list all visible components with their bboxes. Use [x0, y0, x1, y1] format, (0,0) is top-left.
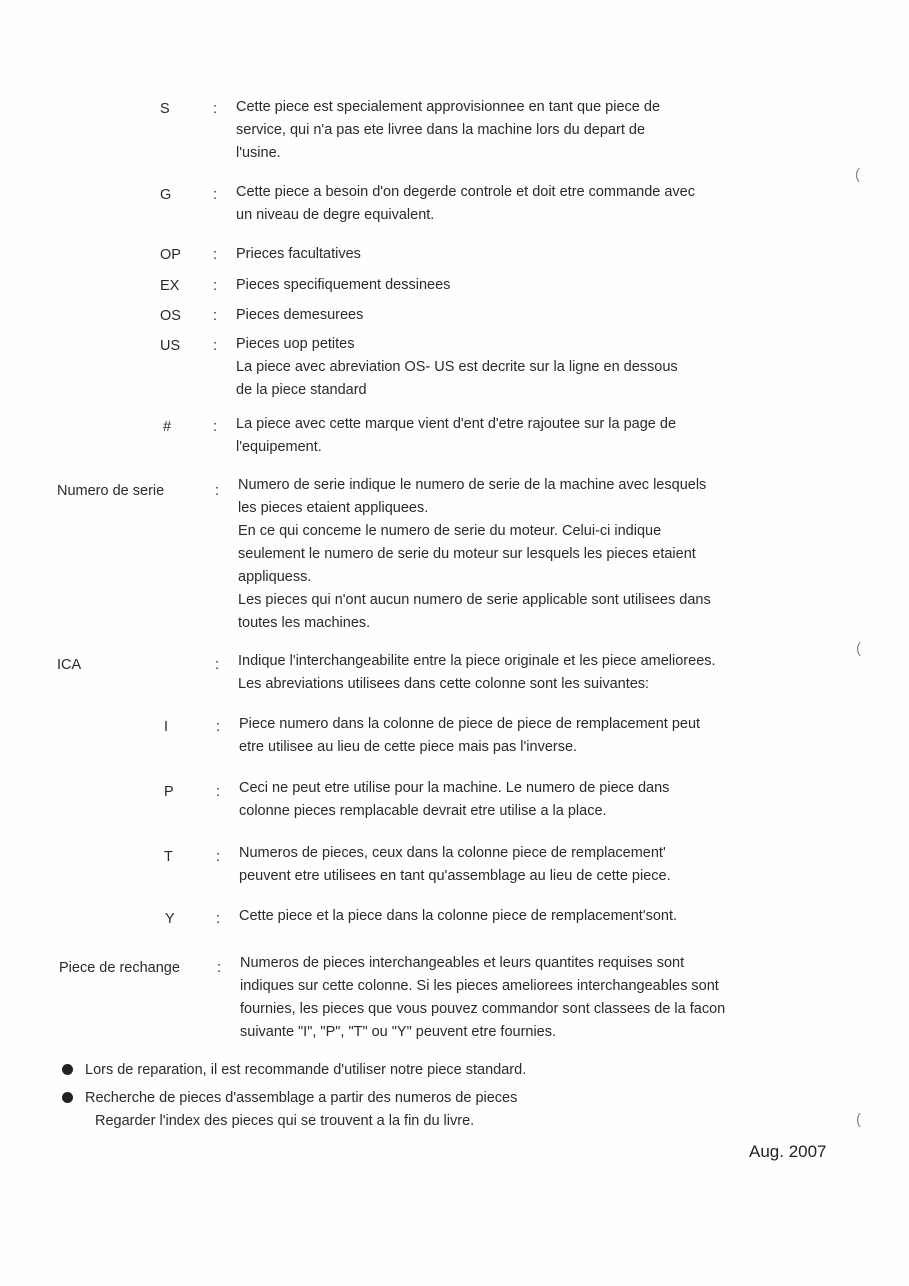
- description-line: l'equipement.: [236, 439, 322, 455]
- description-line: Indique l'interchangeabilite entre la piece originale et les piece ameliorees.: [238, 653, 716, 669]
- entry-description: [236, 243, 361, 266]
- entry-description: [239, 713, 700, 759]
- entry-colon: :: [213, 101, 218, 117]
- entry-term: ICA: [57, 657, 82, 673]
- description-line: Cette piece et la piece dans la colonne piece de remplacement'sont.: [239, 908, 678, 924]
- description-line: Les pieces qui n'ont aucun numero de serie applicable sont utilisees dans: [238, 592, 711, 608]
- description-line: Prieces facultatives: [236, 246, 361, 262]
- entry-colon: :: [213, 187, 218, 203]
- description-line: service, qui n'a pas ete livree dans la machine lors du depart de: [236, 122, 646, 138]
- description-line: Numeros de pieces interchangeables et leurs quantites requises sont: [240, 955, 685, 971]
- entry-colon: :: [215, 483, 220, 499]
- entry-colon: :: [215, 657, 220, 673]
- entry-term: T: [164, 849, 173, 865]
- bullet-icon: [62, 1064, 73, 1075]
- description-line: En ce qui conceme le numero de serie du moteur. Celui-ci indique: [238, 523, 662, 539]
- entry-description: [236, 304, 363, 327]
- entry-description: [236, 96, 660, 165]
- entry-term: P: [164, 784, 174, 800]
- entry-term: S: [160, 101, 170, 117]
- entry-term: I: [164, 719, 169, 735]
- entry-colon: :: [217, 960, 222, 976]
- description-line: Cette piece a besoin d'on degerde controle et doit etre commande avec: [236, 184, 696, 200]
- entry-term: G: [160, 187, 172, 203]
- entry-colon: :: [216, 719, 221, 735]
- entry-term: US: [160, 338, 181, 354]
- entry-description: [239, 777, 669, 823]
- bullet-text: Recherche de pieces d'assemblage a partir des numeros de pieces: [85, 1090, 518, 1106]
- bullet-text: Regarder l'index des pieces qui se trouvent a la fin du livre.: [95, 1113, 475, 1129]
- entry-colon: :: [216, 784, 221, 800]
- description-line: peuvent etre utilisees en tant qu'assemblage au lieu de cette piece.: [239, 868, 671, 884]
- entry-colon: :: [213, 308, 218, 324]
- entry-term: OP: [160, 247, 181, 263]
- entry-colon: :: [213, 338, 218, 354]
- description-line: Pieces specifiquement dessinees: [236, 277, 451, 293]
- entry-colon: :: [213, 419, 218, 435]
- entry-term: Numero de serie: [57, 483, 165, 499]
- bullet-note: [62, 1059, 526, 1082]
- description-line: suivante "I", "P", "T" ou "Y" peuvent etre fournies.: [240, 1024, 557, 1040]
- description-line: indiques sur cette colonne. Si les pieces ameliorees interchangeables sont: [240, 978, 719, 994]
- description-line: l'usine.: [236, 145, 281, 161]
- description-line: Numero de serie indique le numero de serie de la machine avec lesquels: [238, 477, 707, 493]
- description-line: appliquess.: [238, 569, 312, 585]
- entry-description: [236, 413, 676, 459]
- description-line: La piece avec abreviation OS- US est decrite sur la ligne en dessous: [236, 359, 678, 375]
- description-line: toutes les machines.: [238, 615, 371, 631]
- description-line: Pieces uop petites: [236, 336, 355, 352]
- description-line: seulement le numero de serie du moteur sur lesquels les pieces etaient: [238, 546, 696, 562]
- entry-term: Y: [165, 911, 175, 927]
- entry-colon: :: [216, 849, 221, 865]
- margin-mark: (: [856, 1111, 861, 1128]
- entry-description: [236, 181, 695, 227]
- description-line: Pieces demesurees: [236, 307, 364, 323]
- entry-term: EX: [160, 278, 180, 294]
- description-line: Cette piece est specialement approvisionnee en tant que piece de: [236, 99, 661, 115]
- bullet-icon: [62, 1092, 73, 1103]
- entry-description: [238, 650, 716, 696]
- description-line: les pieces etaient appliquees.: [238, 500, 429, 516]
- entry-description: [236, 274, 450, 297]
- entry-description: [239, 905, 677, 928]
- entry-colon: :: [213, 247, 218, 263]
- description-line: fournies, les pieces que vous pouvez commandor sont classees de la facon: [240, 1001, 726, 1017]
- description-line: un niveau de degre equivalent.: [236, 207, 435, 223]
- margin-mark: (: [855, 166, 860, 183]
- bullet-text: Lors de reparation, il est recommande d'utiliser notre piece standard.: [85, 1062, 527, 1078]
- description-line: La piece avec cette marque vient d'ent d'etre rajoutee sur la page de: [236, 416, 677, 432]
- entry-description: [240, 952, 725, 1044]
- description-line: Numeros de pieces, ceux dans la colonne piece de remplacement': [239, 845, 666, 861]
- entry-description: [236, 333, 678, 402]
- entry-colon: :: [216, 911, 221, 927]
- description-line: etre utilisee au lieu de cette piece mais pas l'inverse.: [239, 739, 578, 755]
- entry-term: Piece de rechange: [59, 960, 180, 976]
- entry-term: #: [163, 419, 172, 435]
- description-line: Les abreviations utilisees dans cette colonne sont les suivantes:: [238, 676, 650, 692]
- entry-colon: :: [213, 278, 218, 294]
- entry-description: [238, 474, 711, 635]
- description-line: Piece numero dans la colonne de piece de piece de remplacement peut: [239, 716, 701, 732]
- description-line: de la piece standard: [236, 382, 367, 398]
- document-date: Aug. 2007: [749, 1142, 827, 1161]
- entry-description: [239, 842, 671, 888]
- bullet-note: [62, 1087, 517, 1133]
- entry-term: OS: [160, 308, 181, 324]
- description-line: colonne pieces remplacable devrait etre utilise a la place.: [239, 803, 607, 819]
- description-line: Ceci ne peut etre utilise pour la machine. Le numero de piece dans: [239, 780, 670, 796]
- margin-mark: (: [856, 640, 861, 657]
